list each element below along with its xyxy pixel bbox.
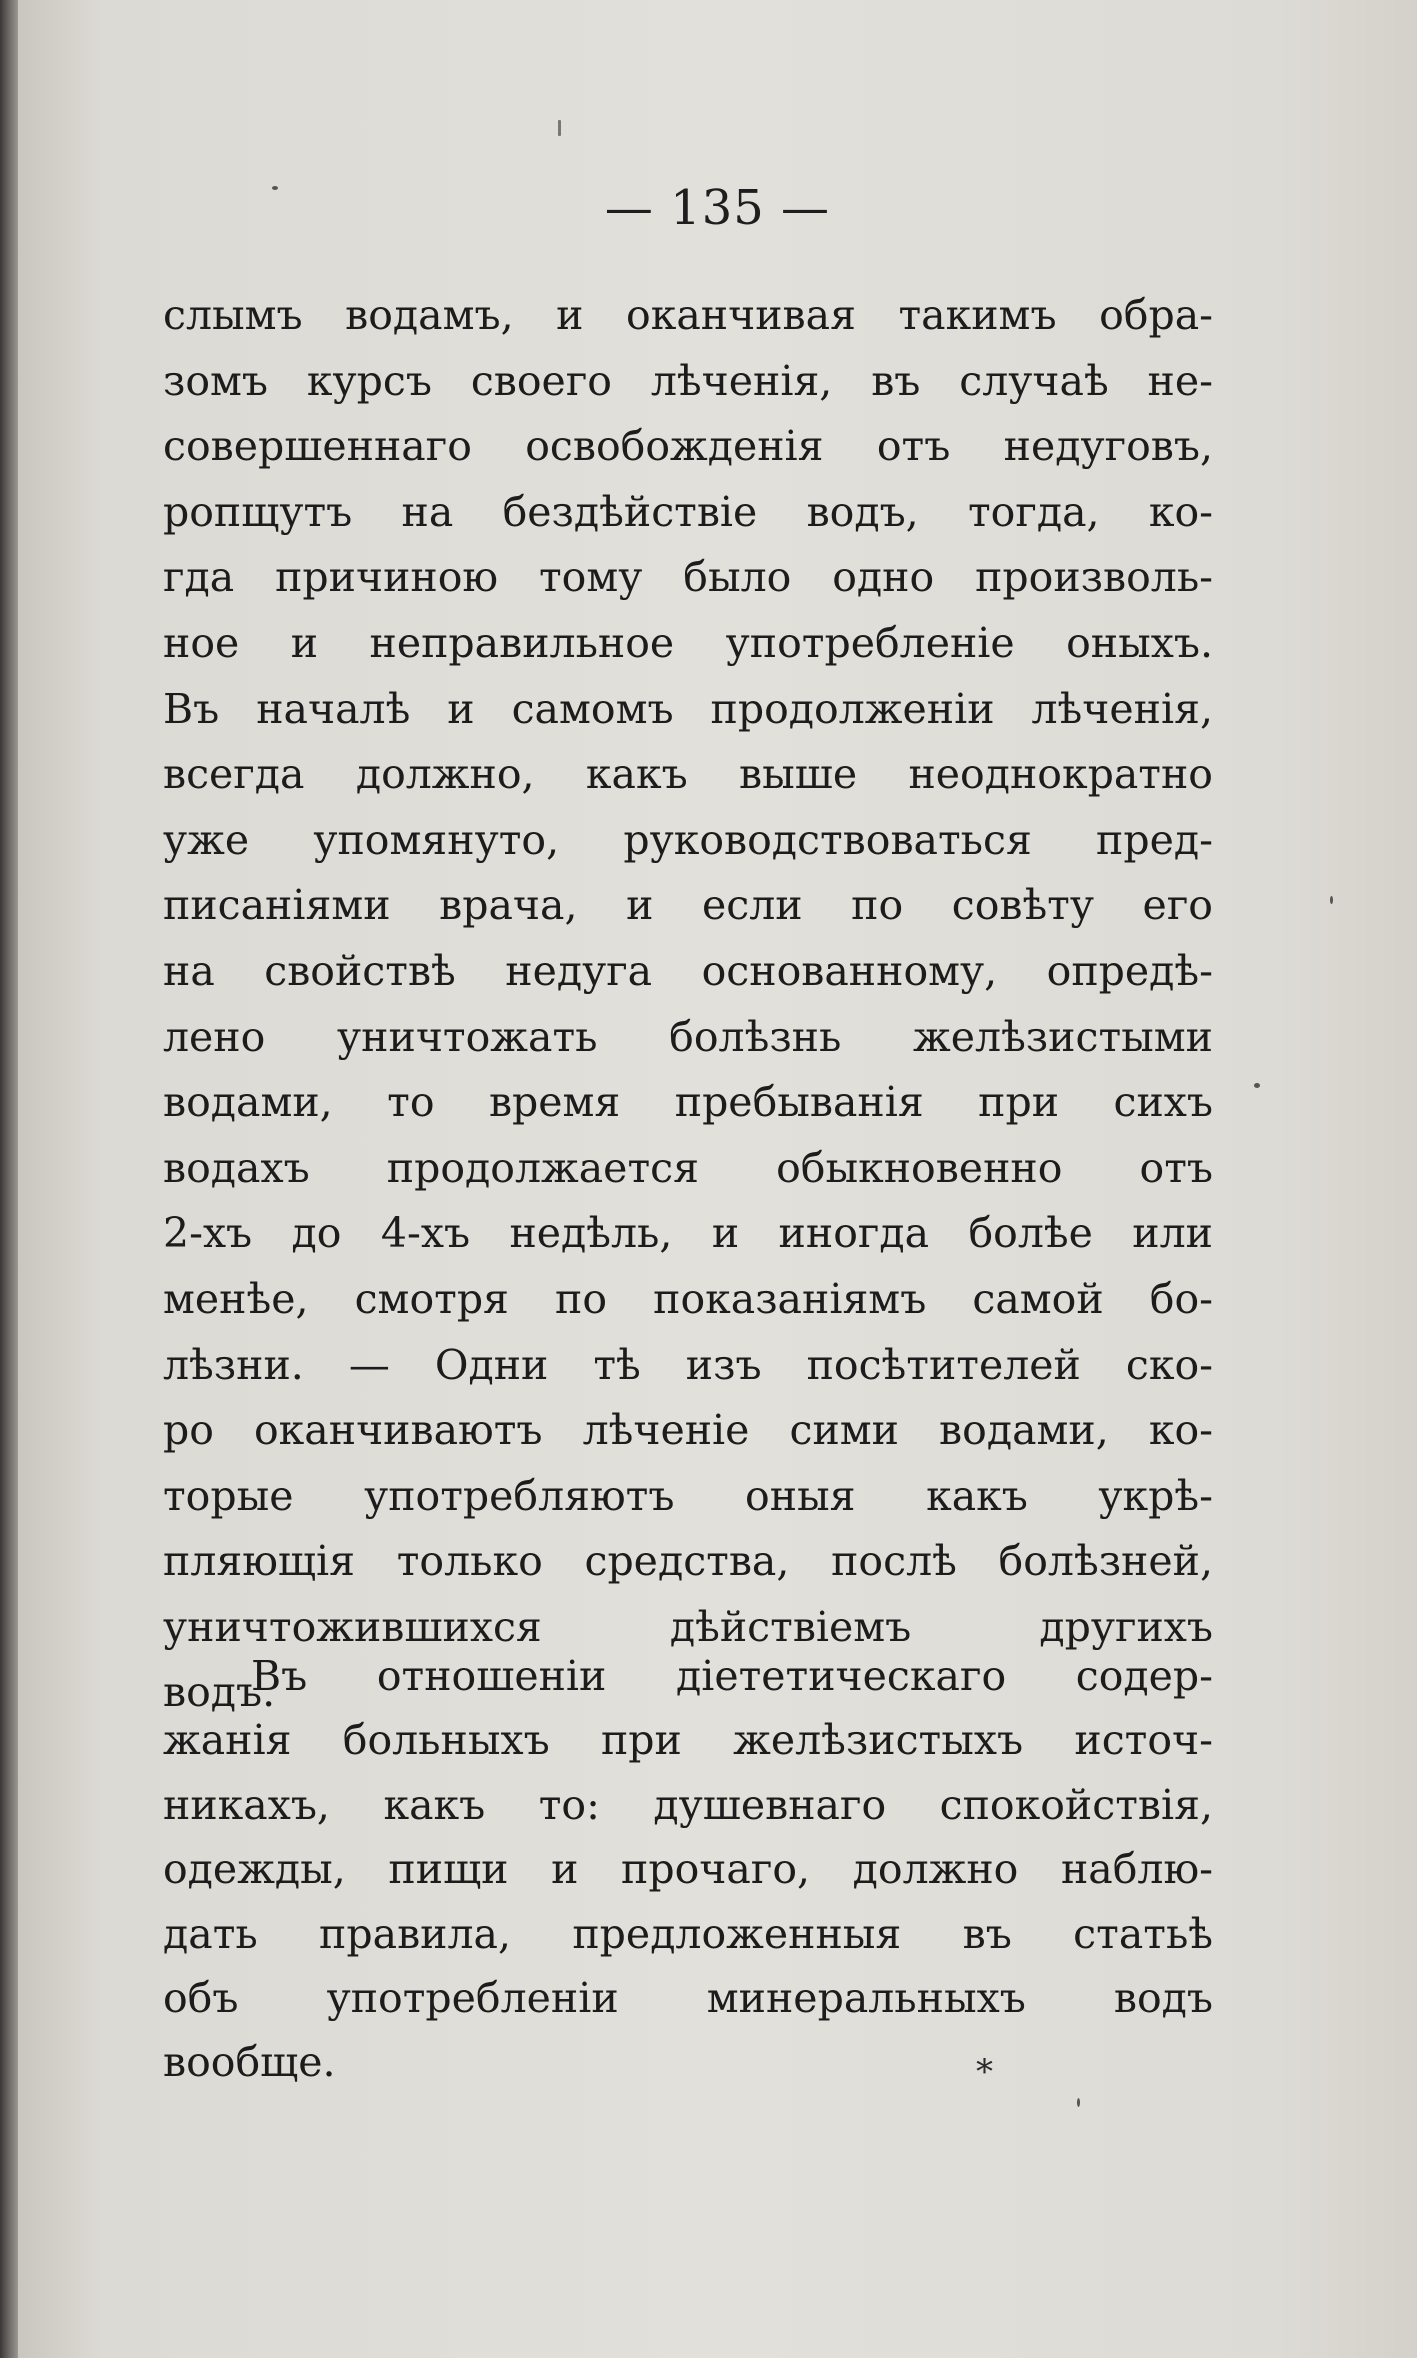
paragraph-1: [163, 283, 1213, 1726]
paper-speck: [1330, 896, 1333, 904]
text-line: пляющія только средства, послѣ болѣзней,: [163, 1537, 1213, 1586]
text-line: жанія больныхъ при желѣзистыхъ источ-: [163, 1716, 1213, 1765]
text-line: слымъ водамъ, и оканчивая такимъ обра-: [163, 291, 1213, 339]
text-line: Въ началѣ и самомъ продолженіи лѣченія,: [163, 684, 1213, 733]
asterisk-ornament: *: [976, 2052, 993, 2092]
text-line: вообще.: [163, 2038, 336, 2087]
text-line: зомъ курсъ своего лѣченія, въ случаѣ не-: [163, 356, 1213, 405]
paper-speck: [1254, 1083, 1260, 1088]
text-line: менѣе, смотря по показаніямъ самой бо-: [163, 1274, 1213, 1323]
text-line: на свойствѣ недуга основанному, опредѣ-: [163, 946, 1213, 995]
text-line: Въ отношеніи діететическаго содер-: [251, 1652, 1213, 1700]
text-line: ропщутъ на бездѣйствіе водъ, тогда, ко-: [163, 487, 1213, 536]
paper-speck: [272, 186, 278, 190]
text-line: уже упомянуто, руководствоваться пред-: [163, 815, 1213, 864]
text-line: дать правила, предложенныя въ статьѣ: [163, 1909, 1213, 1958]
page-number: — 135 —: [604, 180, 831, 236]
text-line: ное и неправильное употребленіе оныхъ.: [163, 618, 1213, 667]
text-line: объ употребленіи минеральныхъ водъ: [163, 1973, 1213, 2022]
book-page: [18, 0, 1417, 2358]
text-line: водъ.: [163, 1668, 276, 1717]
paper-speck: [558, 120, 561, 136]
text-line: водами, то время пребыванія при сихъ: [163, 1078, 1213, 1127]
book-spine-shadow: [0, 0, 18, 2358]
text-line: лѣзни. — Одни тѣ изъ посѣтителей ско-: [163, 1340, 1213, 1389]
text-line: ро оканчиваютъ лѣченіе сими водами, ко-: [163, 1406, 1213, 1455]
text-line: лено уничтожать болѣзнь желѣзистыми: [163, 1012, 1213, 1061]
text-line: всегда должно, какъ выше неоднократно: [163, 750, 1213, 799]
paper-speck: [1077, 2098, 1080, 2107]
text-line: торые употребляютъ оныя какъ укрѣ-: [163, 1471, 1213, 1520]
text-line: гда причиною тому было одно произволь-: [163, 553, 1213, 602]
text-line: 2-хъ до 4-хъ недѣль, и иногда болѣе или: [163, 1209, 1213, 1258]
text-line: никахъ, какъ то: душевнаго спокойствія,: [163, 1780, 1213, 1829]
paragraph-2: [163, 1644, 1213, 2095]
text-line: писаніями врача, и если по совѣту его: [163, 881, 1213, 930]
text-line: совершеннаго освобожденія отъ недуговъ,: [163, 422, 1213, 471]
text-line: одежды, пищи и прочаго, должно наблю-: [163, 1845, 1213, 1894]
text-line: уничтожившихся дѣйствіемъ другихъ: [163, 1602, 1213, 1651]
text-line: водахъ продолжается обыкновенно отъ: [163, 1143, 1213, 1192]
